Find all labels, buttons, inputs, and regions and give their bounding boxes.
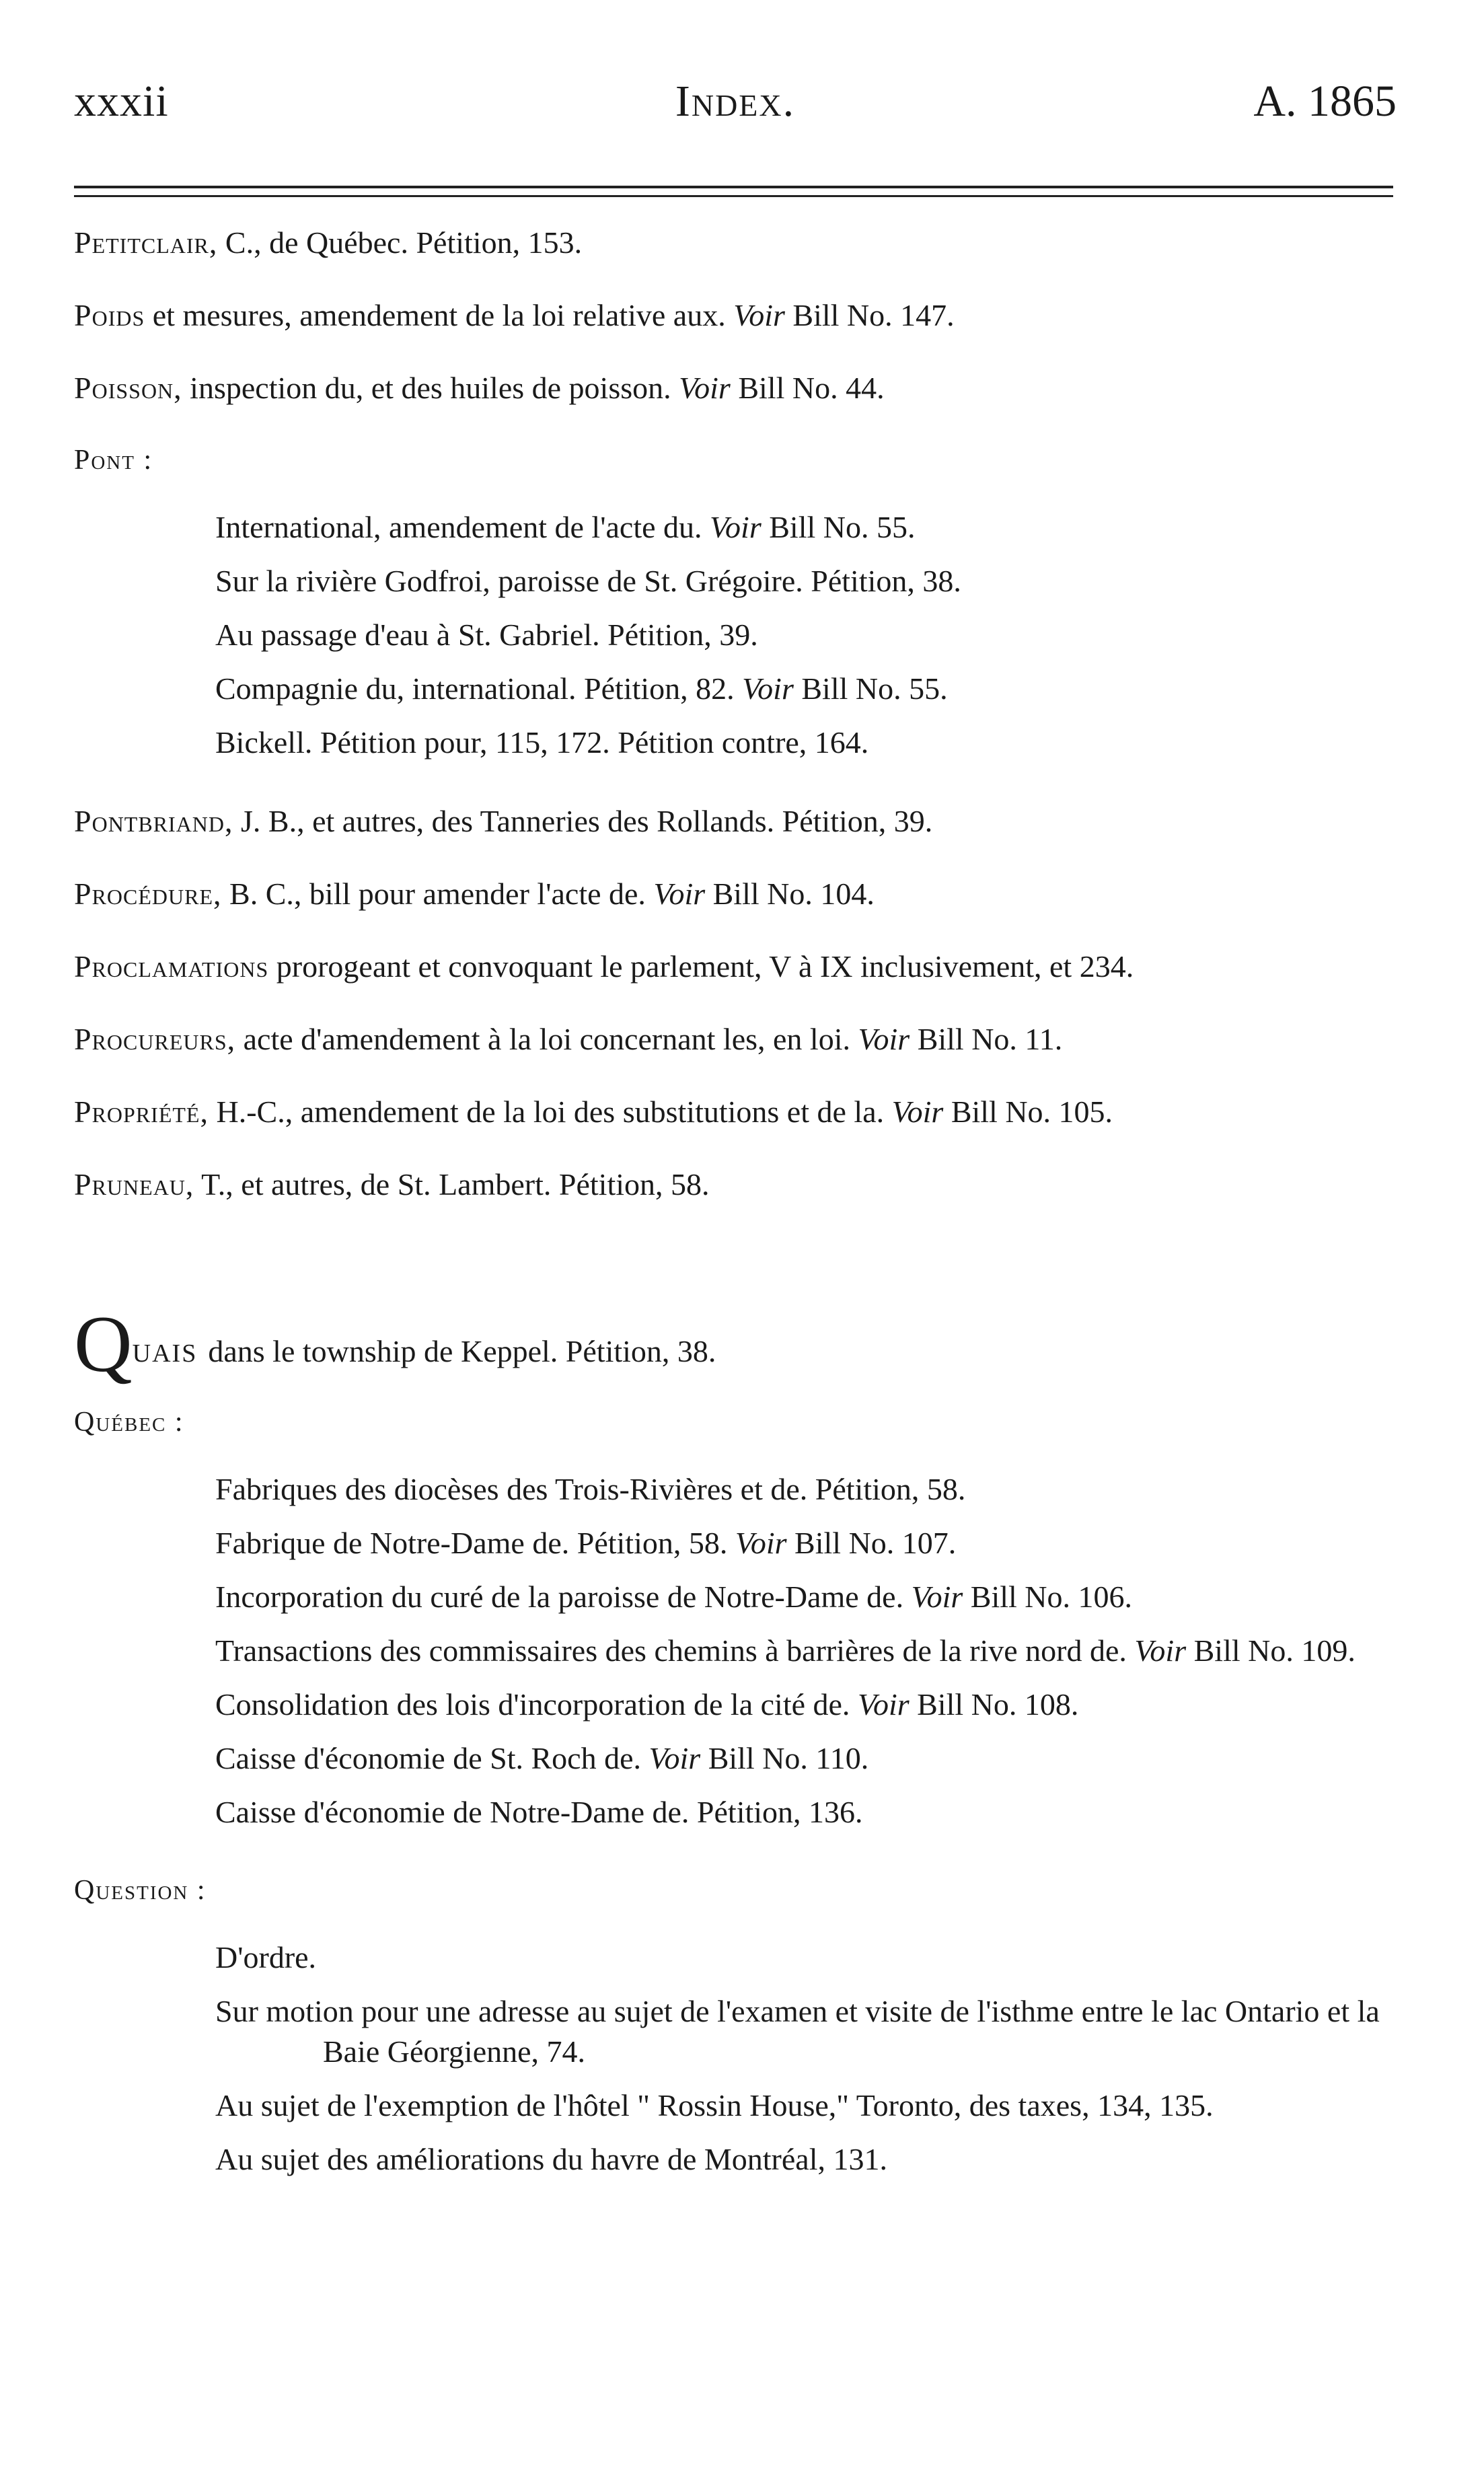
sub-entry: Incorporation du curé de la paroisse de Notre-Dame de. Voir Bill No. 106. [215,1580,1133,1614]
section-heading-pont: Pont : [74,445,153,476]
index-entry: Procureurs, acte d'amendement à la loi concernant les, en loi. Voir Bill No. 11. [74,1022,1063,1056]
index-entry: Petitclair, C., de Québec. Pétition, 153. [74,225,583,260]
sub-entry: Fabriques des diocèses des Trois-Rivières et de. Pétition, 58. [215,1472,966,1506]
running-title: Index. [675,77,796,126]
sub-entry: Fabrique de Notre-Dame de. Pétition, 58. Voir Bill No. 107. [215,1526,957,1560]
sub-entry: Compagnie du, international. Pétition, 82. Voir Bill No. 55. [215,671,948,706]
sub-entry: Au sujet des améliorations du havre de Montréal, 131. [215,2142,887,2176]
section-heading-quebec: Québec : [74,1407,184,1438]
sub-entry: Caisse d'économie de St. Roch de. Voir Bill No. 110. [215,1741,869,1775]
index-entry: Procédure, B. C., bill pour amender l'acte de. Voir Bill No. 104. [74,877,875,911]
quebec-subentries [74,1469,1393,1833]
index-entry: Poids et mesures, amendement de la loi relative aux. Voir Bill No. 147. [74,298,955,332]
index-entry: Poisson, inspection du, et des huiles de poisson. Voir Bill No. 44. [74,371,885,405]
pont-subentries [74,507,1393,763]
sub-entry: Sur motion pour une adresse au sujet de l'examen et visite de l'isthme entre le lac Ontario et la Baie Géorgienne, 74. [215,1994,1380,2069]
drop-cap: Q [74,1299,133,1389]
index-entry-quais: Quais dans le township de Keppel. Pétition, 38. [74,1299,716,1389]
index-entry: Pontbriand, J. B., et autres, des Tanneries des Rollands. Pétition, 39. [74,804,933,838]
sub-entry: Bickell. Pétition pour, 115, 172. Pétition contre, 164. [215,725,869,760]
section-gap [74,1236,1393,1317]
index-entry: Proclamations prorogeant et convoquant le parlement, V à IX inclusivement, et 234. [74,949,1134,984]
header-rule-bottom [74,195,1393,197]
sub-entry: International, amendement de l'acte du. Voir Bill No. 55. [215,510,916,544]
header-rule-top [74,186,1393,188]
index-entry: Pruneau, T., et autres, de St. Lambert. Pétition, 58. [74,1167,710,1201]
year-label: A. 1865 [1253,77,1397,126]
sub-entry: Au sujet de l'exemption de l'hôtel " Rossin House," Toronto, des taxes, 134, 135. [215,2088,1214,2122]
sub-entry: Caisse d'économie de Notre-Dame de. Pétition, 136. [215,1795,863,1829]
page-number: xxxii [74,77,169,126]
section-heading-question: Question : [74,1875,207,1906]
sub-entry: Au passage d'eau à St. Gabriel. Pétition, 39. [215,618,758,652]
index-entry: Propriété, H.-C., amendement de la loi des substitutions et de la. Voir Bill No. 105. [74,1095,1113,1129]
index-body [74,222,1393,2217]
sub-entry: Transactions des commissaires des chemins à barrières de la rive nord de. Voir Bill No. 109. [215,1633,1356,1668]
question-subentries [74,1937,1393,2180]
sub-entry: D'ordre. [215,1940,317,1974]
sub-entry: Consolidation des lois d'incorporation de la cité de. Voir Bill No. 108. [215,1687,1079,1722]
page-header [74,79,1397,160]
sub-entry: Sur la rivière Godfroi, paroisse de St. Grégoire. Pétition, 38. [215,564,961,598]
